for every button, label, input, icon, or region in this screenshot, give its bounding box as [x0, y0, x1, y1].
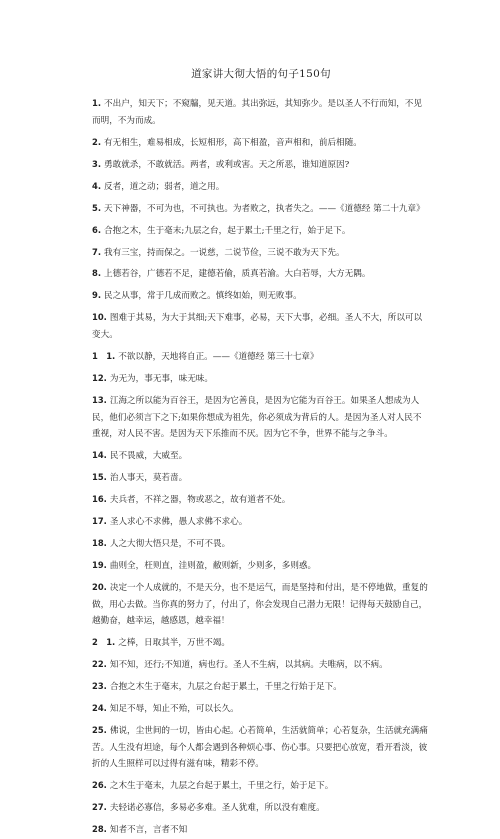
quote-item	[92, 469, 430, 487]
quote-number: 22.	[92, 659, 107, 670]
quote-text: 民不畏威，大威至。	[109, 451, 188, 462]
quote-number: 10.	[92, 312, 107, 323]
quote-number: 27.	[92, 802, 107, 813]
quote-number: 9.	[92, 290, 102, 301]
quote-item	[92, 244, 430, 262]
quote-number: 25.	[92, 725, 107, 736]
quote-number: 5.	[92, 202, 102, 213]
quote-item	[92, 722, 430, 773]
quote-item	[92, 799, 430, 817]
quote-text: 知足不辱，知止不殆，可以长久。	[109, 704, 239, 715]
document-title: 道家讲大彻大悟的句子150句	[191, 68, 331, 80]
quote-number: 3.	[92, 158, 102, 169]
quote-text: 治人事天，莫若啬。	[109, 473, 188, 484]
quote-number: 2 1.	[92, 637, 116, 648]
quote-text: 图难于其易，为大于其细;天下难事，必易，天下大事，必细。圣人不大，所以可以变大。	[92, 313, 423, 341]
quote-item	[92, 200, 430, 218]
quote-number: 18.	[92, 538, 107, 549]
quote-item	[92, 134, 430, 152]
quote-item	[92, 265, 430, 283]
quote-item	[92, 634, 430, 652]
quote-item	[92, 579, 430, 630]
quote-text: 为无为，事无事，味无味。	[109, 374, 213, 385]
quote-number: 1.	[92, 98, 102, 108]
quote-text: 不出户，知天下；不窥牖，见天道。其出弥远，其知弥少。是以圣人不行而知，不见而明，不为而成。	[92, 99, 422, 126]
quote-item	[92, 348, 430, 366]
quote-item	[92, 309, 430, 343]
quote-text: 勇敢就杀，不敢就活。两者，或利或害。天之所恶，谁知道原因?	[104, 159, 350, 170]
quote-text: 人之大彻大悟只是，不可不畏。	[109, 539, 231, 550]
quote-text: 之木生于毫末，九层之台起于累土，千里之行，始于足下。	[109, 781, 334, 792]
quote-text: 有无相生，难易相成，长短相形，高下相盈，音声相和，前后相随。	[104, 137, 362, 148]
quote-number: 8.	[92, 268, 102, 279]
quote-number: 16.	[92, 494, 107, 505]
quote-item	[92, 287, 430, 305]
quote-text: 上德若谷，广德若不足，建德若偷，质真若渝。大白若辱，大方无隅。	[104, 269, 371, 280]
quote-number: 15.	[92, 472, 107, 483]
quote-item	[92, 222, 430, 240]
quote-item	[92, 447, 430, 465]
quote-item	[92, 557, 430, 575]
quote-number: 24.	[92, 703, 107, 714]
quote-number: 13.	[92, 395, 107, 405]
quote-item	[92, 535, 430, 553]
quote-item	[92, 95, 430, 129]
quote-text: 夫轻诺必寡信，多易必多难。圣人犹难，所以没有难度。	[109, 803, 325, 814]
quote-number: 6.	[92, 224, 102, 235]
quote-text: 佛说，尘世间的一切，皆由心起。心若简单，生活就简单；心若复杂，生活就充满痛苦。人生没有坦途，每个人都会遇到各种烦心事、伤心事。只要把心放宽，看开看淡，彼折的人生照样可以过得有滋有味，精彩不停。	[92, 726, 428, 770]
quote-number: 17.	[92, 516, 107, 527]
quote-text: 反者，道之动；弱者，道之用。	[104, 181, 225, 192]
quote-number: 20.	[92, 582, 107, 593]
quote-number: 7.	[92, 246, 102, 257]
quote-text: 江海之所以能为百谷王，是因为它善良，是因为它能为百谷王。如果圣人想成为人民，他们必须言下之下;如果你想成为祖先，你必须成为背后的人。是因为圣人对人民不重视，对人民不害。是因为天下乐推而不厌。因为它不争，世界不能与之争斗。	[92, 396, 422, 440]
quote-item	[92, 821, 430, 839]
quote-text: 我有三宝，持而保之。一说慈，二说节俭，三说不敢为天下先。	[104, 247, 345, 258]
quote-text: 圣人求心不求佛，愚人求佛不求心。	[109, 517, 248, 528]
quote-text: 合抱之木，生于毫末;九层之台，起于累土;千里之行，始于足下。	[104, 225, 351, 236]
quote-number: 2.	[92, 136, 102, 147]
quote-text: 天下神器，不可为也，不可执也。为者败之，执者失之。——《道德经 第二十九章》	[104, 203, 425, 214]
quote-text: 不欲以静，天地将自正。——《道德经 第三十七章》	[118, 352, 319, 363]
quote-item	[92, 178, 430, 196]
quote-text: 民之从事，常于几成而败之。慎终如始，则无败事。	[104, 291, 302, 302]
quote-number: 19.	[92, 560, 107, 571]
quote-item	[92, 777, 430, 795]
quote-item	[92, 700, 430, 718]
quote-number: 1 1.	[92, 351, 116, 362]
quote-number: 14.	[92, 450, 107, 461]
quote-text: 决定一个人成就的，不是天分，也不是运气，而是坚持和付出，是不停地做，重复的做，用心去做。当你真的努力了，付出了，你会发现自己潜力无限！记得每天鼓励自己，越勤奋，越幸运，越感恩，越幸福！	[92, 583, 428, 627]
quote-number: 23.	[92, 681, 107, 692]
quote-item	[92, 656, 430, 674]
quote-number: 4.	[92, 180, 102, 191]
quote-text: 知不知，还行;不知道，病也行。圣人不生病，以其病。夫唯病，以不病。	[109, 660, 388, 671]
quote-item	[92, 392, 430, 443]
quote-text: 知者不言，言者不知	[109, 825, 188, 836]
quote-item	[92, 678, 430, 696]
quote-text: 曲则全，枉则直，洼则盈，敝则新，少则多，多则惑。	[109, 561, 317, 572]
quote-item	[92, 156, 430, 174]
quote-item	[92, 370, 430, 388]
quote-text: 之棒，日取其半，万世不竭。	[118, 638, 230, 649]
quote-item	[92, 491, 430, 509]
quote-text: 夫兵者，不祥之器，物或恶之，故有道者不处。	[109, 495, 291, 506]
quote-text: 合抱之木生于毫末，九层之台起于累土，千里之行始于足下。	[109, 682, 342, 693]
quote-list	[92, 95, 430, 839]
quote-number: 12.	[92, 373, 107, 384]
quote-number: 26.	[92, 780, 107, 791]
quote-item	[92, 513, 430, 531]
quote-number: 28.	[92, 824, 107, 835]
